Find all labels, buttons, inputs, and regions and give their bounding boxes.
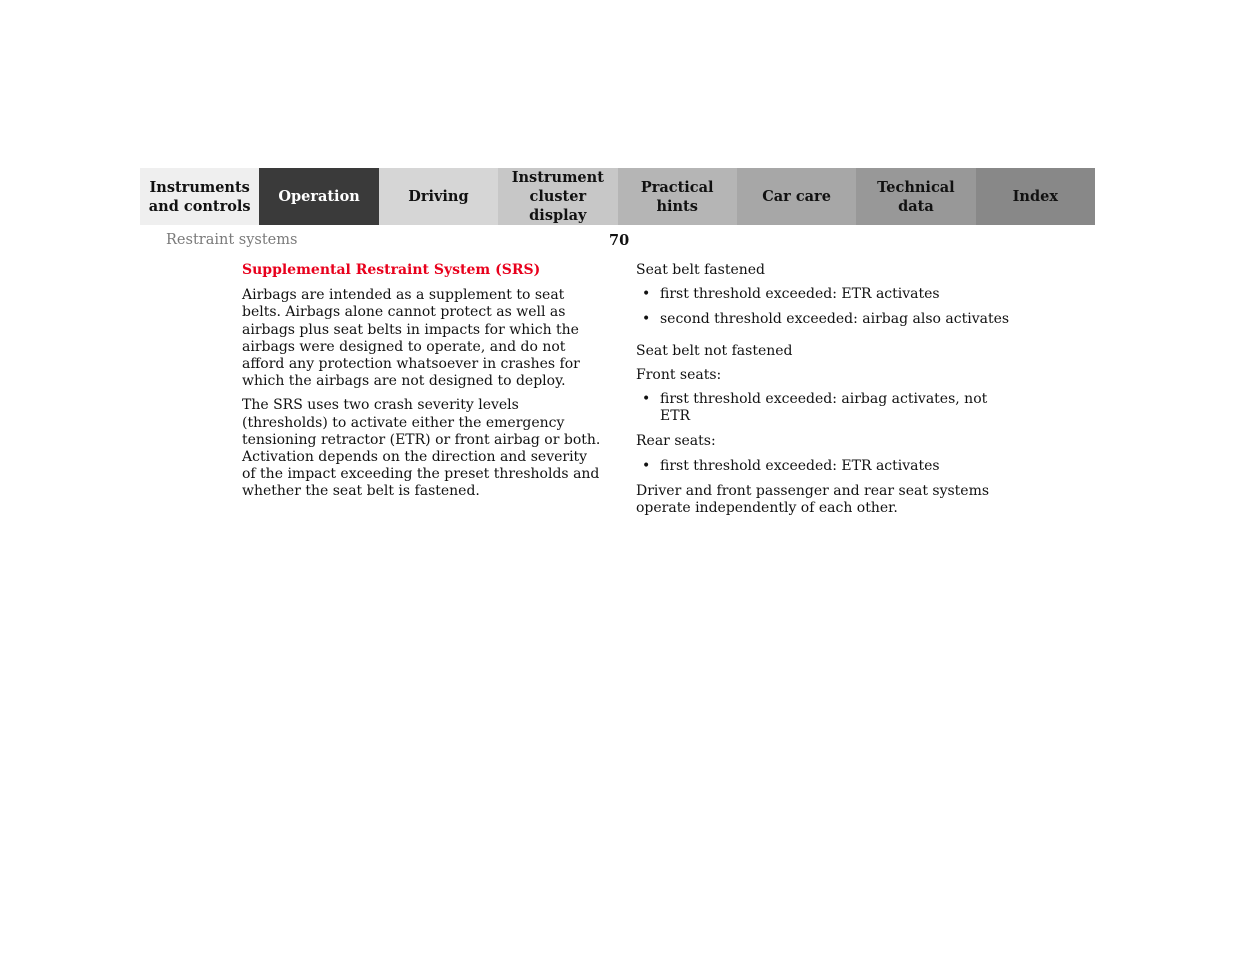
tab-label: Instruments and controls: [148, 178, 251, 215]
tab-label: Practical hints: [640, 178, 714, 215]
chapter-tab-bar: [140, 168, 1095, 225]
list-item: [636, 286, 1016, 303]
closing-paragraph: Driver and front passenger and rear seat systems operate independently of each other.: [636, 482, 990, 517]
srs-heading: Supplemental Restraint System (SRS): [242, 262, 541, 278]
tab-label: Index: [1012, 188, 1058, 205]
tab-instrument-cluster-display[interactable]: [498, 168, 617, 225]
list-item: [636, 458, 1016, 475]
rear-seats-label: Rear seats:: [636, 433, 716, 450]
tab-technical-data[interactable]: [856, 168, 975, 225]
list-item-text: first threshold exceeded: airbag activates, not ETR: [660, 391, 988, 425]
list-item-text: second threshold exceeded: airbag also activates: [660, 311, 1010, 328]
page-number: 70: [609, 232, 630, 249]
list-item-text: first threshold exceeded: ETR activates: [660, 457, 940, 474]
list-item: [636, 311, 1016, 328]
tab-car-care[interactable]: [737, 168, 856, 225]
tab-label: Technical data: [877, 178, 955, 215]
tab-label: Car care: [762, 188, 831, 205]
bullet-icon: •: [642, 311, 651, 328]
front-seats-label: Front seats:: [636, 366, 722, 383]
section-title: Restraint systems: [166, 232, 298, 248]
left-column: [242, 262, 604, 508]
tab-index[interactable]: [976, 168, 1095, 225]
bullet-icon: •: [642, 286, 651, 303]
tab-practical-hints[interactable]: [618, 168, 737, 225]
thresholds-paragraph: The SRS uses two crash severity levels (thresholds) to activate either the emergency tensioning retractor (ETR) or front airbag or both. Activation depends on the direction and severity of the impact exceeding the preset thresholds and whether the seat belt is fastened.: [242, 397, 601, 500]
tab-label: Instrument cluster display: [511, 169, 604, 224]
rear-seats-list: [636, 458, 1016, 475]
tab-driving[interactable]: [379, 168, 498, 225]
bullet-icon: •: [642, 457, 651, 474]
list-item-text: first threshold exceeded: ETR activates: [660, 286, 940, 303]
seat-belt-fastened-title: Seat belt fastened: [636, 262, 765, 278]
bullet-icon: •: [642, 391, 651, 408]
tab-label: Operation: [278, 188, 360, 205]
tab-operation[interactable]: [259, 168, 378, 225]
front-seats-list: [636, 391, 1016, 425]
right-column: [636, 262, 1016, 524]
intro-paragraph: Airbags are intended as a supplement to seat belts. Airbags alone cannot protect as well as airbags plus seat belts in impacts for which the airbags were designed to operate, and do not afford any protection whatsoever in crashes for which the airbags are not designed to deploy.: [242, 287, 580, 390]
tab-label: Driving: [408, 188, 469, 205]
list-item: [636, 391, 1016, 425]
seat-belt-not-fastened-title: Seat belt not fastened: [636, 342, 793, 359]
fastened-list: [636, 286, 1016, 328]
tab-instruments-and-controls[interactable]: [140, 168, 259, 225]
